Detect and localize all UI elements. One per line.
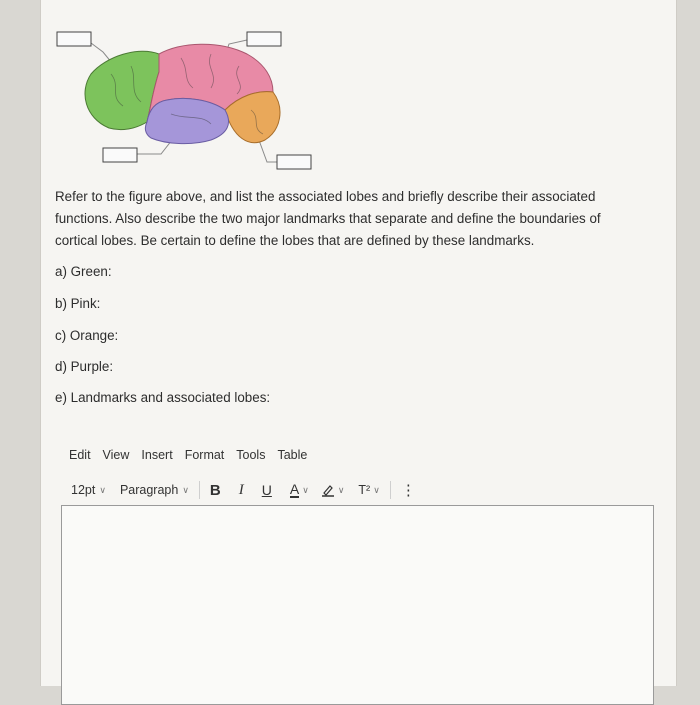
chevron-down-icon: ∨ — [373, 484, 380, 495]
label-box-4 — [277, 155, 311, 169]
answer-landmarks-label: e) Landmarks and associated lobes: — [55, 390, 271, 405]
chevron-down-icon: ∨ — [182, 484, 189, 495]
menu-edit[interactable]: Edit — [69, 448, 91, 462]
chevron-down-icon: ∨ — [302, 484, 309, 495]
answer-green-label: a) Green: — [55, 264, 112, 279]
text-color-button[interactable] — [289, 480, 309, 498]
temporal-lobe-purple — [145, 98, 228, 143]
answer-orange-label: c) Orange: — [55, 328, 119, 343]
block-format-select[interactable] — [120, 483, 189, 497]
question-page — [40, 0, 677, 686]
toolbar-divider — [199, 481, 200, 499]
rich-text-editor-area[interactable] — [61, 505, 654, 705]
italic-button[interactable]: I — [238, 481, 244, 498]
label-box-1 — [57, 32, 91, 46]
chevron-down-icon: ∨ — [99, 484, 106, 495]
highlight-button[interactable] — [321, 483, 345, 497]
menu-format[interactable]: Format — [184, 448, 225, 462]
menu-insert[interactable]: Insert — [141, 448, 173, 462]
question-text: Refer to the figure above, and list the associated lobes and briefly describe their associated functions. Also describe the two major landmarks that separate and define the boundaries of cortical lobes. Be certain to define the lobes that are defined by these landmarks. — [55, 189, 601, 248]
chevron-down-icon: ∨ — [337, 484, 345, 495]
label-box-3 — [103, 148, 137, 162]
menu-view[interactable]: View — [102, 448, 130, 462]
more-vertical-icon[interactable]: ⋮ — [400, 482, 416, 499]
superscript-label: T² — [358, 483, 371, 497]
menu-tools[interactable]: Tools — [236, 448, 266, 462]
editor-menubar — [69, 448, 307, 462]
block-format-value: Paragraph — [119, 483, 179, 497]
font-size-select[interactable] — [71, 483, 106, 497]
text-color-icon: A — [289, 480, 300, 497]
brain-diagram — [51, 14, 331, 184]
toolbar-divider — [390, 481, 391, 499]
highlight-pen-icon — [321, 483, 335, 497]
answer-pink-label: b) Pink: — [55, 296, 101, 311]
underline-button[interactable]: U — [261, 482, 272, 498]
brain-figure — [51, 14, 331, 184]
editor-toolbar — [71, 480, 416, 500]
bold-button[interactable]: B — [209, 481, 221, 499]
answer-purple-label: d) Purple: — [55, 359, 114, 374]
label-box-2 — [247, 32, 281, 46]
font-size-value: 12pt — [71, 483, 96, 497]
menu-table[interactable]: Table — [277, 448, 308, 462]
superscript-button[interactable] — [358, 483, 379, 497]
